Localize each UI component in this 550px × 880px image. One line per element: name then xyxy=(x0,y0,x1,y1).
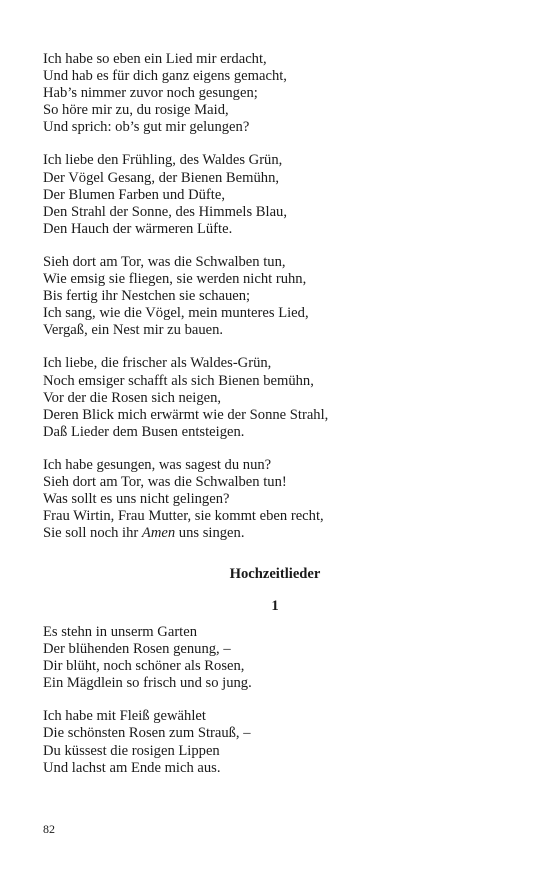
stanza xyxy=(43,624,513,692)
verse-line xyxy=(43,390,513,407)
verse-line xyxy=(43,725,513,742)
verse-line xyxy=(43,102,513,119)
verse-text: Der Vögel Gesang, der Bienen Bemühn, xyxy=(43,169,280,186)
verse-text: Die schönsten Rosen zum Strauß, – xyxy=(43,725,251,742)
section-title: Hochzeitlieder xyxy=(229,566,321,582)
verse-text: Sieh dort am Tor, was die Schwalben tun, xyxy=(43,253,286,270)
verse-line xyxy=(43,641,513,658)
verse-line xyxy=(43,658,513,675)
verse-text: Vergaß, ein Nest mir zu bauen. xyxy=(43,322,224,339)
verse-line xyxy=(43,322,513,339)
stanza xyxy=(43,457,513,542)
verse-line xyxy=(43,305,513,322)
verse-line xyxy=(43,254,513,271)
verse-line xyxy=(43,708,513,725)
verse-line xyxy=(43,170,513,187)
stanza xyxy=(43,254,513,339)
verse-text: Was sollt es uns nicht gelingen? xyxy=(43,491,230,508)
verse-text: Vor der die Rosen sich neigen, xyxy=(43,389,222,406)
verse-text: Ich liebe den Frühling, des Waldes Grün, xyxy=(43,152,283,169)
wedding-song-text xyxy=(43,624,513,777)
stanza xyxy=(43,708,513,776)
verse-text: Sieh dort am Tor, was die Schwalben tun! xyxy=(43,473,287,490)
verse-text: Ich liebe, die frischer als Waldes-Grün, xyxy=(43,355,272,372)
verse-text: Es stehn in unserm Garten xyxy=(43,624,198,640)
verse-text: Den Strahl der Sonne, des Himmels Blau, xyxy=(43,203,288,220)
verse-line xyxy=(43,508,513,525)
verse-line xyxy=(43,51,513,68)
verse-text: Und lachst am Ende mich aus. xyxy=(43,759,221,776)
verse-text: Du küssest die rosigen Lippen xyxy=(43,742,220,759)
verse-line xyxy=(43,743,513,760)
verse-text: Ein Mägdlein so frisch und so jung. xyxy=(43,675,252,692)
verse-text: Daß Lieder dem Busen entsteigen. xyxy=(43,423,245,440)
poem-number: 1 xyxy=(271,598,279,614)
verse-text: Deren Blick mich erwärmt wie der Sonne Strahl, xyxy=(43,406,329,423)
verse-line xyxy=(43,760,513,777)
stanza xyxy=(43,355,513,440)
verse-line xyxy=(43,288,513,305)
verse-line xyxy=(43,187,513,204)
verse-line xyxy=(43,85,513,102)
verse-text: Ich sang, wie die Vögel, mein munteres Lied, xyxy=(43,305,309,322)
verse-text: Der Blumen Farben und Düfte, xyxy=(43,186,225,203)
verse-text: Wie emsig sie fliegen, sie werden nicht ruhn, xyxy=(43,271,307,288)
verse-line xyxy=(43,68,513,85)
verse-line xyxy=(43,624,513,641)
verse-line xyxy=(43,271,513,288)
verse-line xyxy=(43,457,513,474)
verse-line xyxy=(43,355,513,372)
verse-text: So höre mir zu, du rosige Maid, xyxy=(43,102,229,119)
stanza xyxy=(43,51,513,136)
verse-line xyxy=(43,407,513,424)
page-number: 82 xyxy=(43,822,55,836)
verse-line xyxy=(43,152,513,169)
verse-line xyxy=(43,675,513,692)
stanza xyxy=(43,152,513,237)
verse-text: Der blühenden Rosen genung, – xyxy=(43,641,231,658)
verse-text: Sie soll noch ihr xyxy=(43,525,142,542)
verse-line xyxy=(43,119,513,136)
verse-text: Hab’s nimmer zuvor noch gesungen; xyxy=(43,85,258,102)
verse-text: Frau Wirtin, Frau Mutter, sie kommt eben recht, xyxy=(43,508,324,525)
verse-text: Noch emsiger schafft als sich Bienen bemühn, xyxy=(43,372,314,389)
verse-text: Bis fertig ihr Nestchen sie schauen; xyxy=(43,288,251,305)
verse-text: Ich habe gesungen, was sagest du nun? xyxy=(43,456,272,473)
poem-text xyxy=(43,51,513,542)
verse-text: Ich habe mit Fleiß gewählet xyxy=(43,708,206,725)
verse-text: uns singen. xyxy=(175,525,245,542)
verse-line xyxy=(43,373,513,390)
verse-text: Dir blüht, noch schöner als Rosen, xyxy=(43,658,245,675)
verse-line xyxy=(43,424,513,441)
emphasized-word: Amen xyxy=(141,525,176,542)
verse-text: Und sprich: ob’s gut mir gelungen? xyxy=(43,119,250,136)
verse-line xyxy=(43,491,513,508)
verse-text: Und hab es für dich ganz eigens gemacht, xyxy=(43,68,287,85)
verse-line xyxy=(43,221,513,238)
verse-text: Ich habe so eben ein Lied mir erdacht, xyxy=(43,51,267,67)
verse-line xyxy=(43,474,513,491)
verse-line xyxy=(43,525,513,542)
verse-line xyxy=(43,204,513,221)
verse-text: Den Hauch der wärmeren Lüfte. xyxy=(43,220,233,237)
